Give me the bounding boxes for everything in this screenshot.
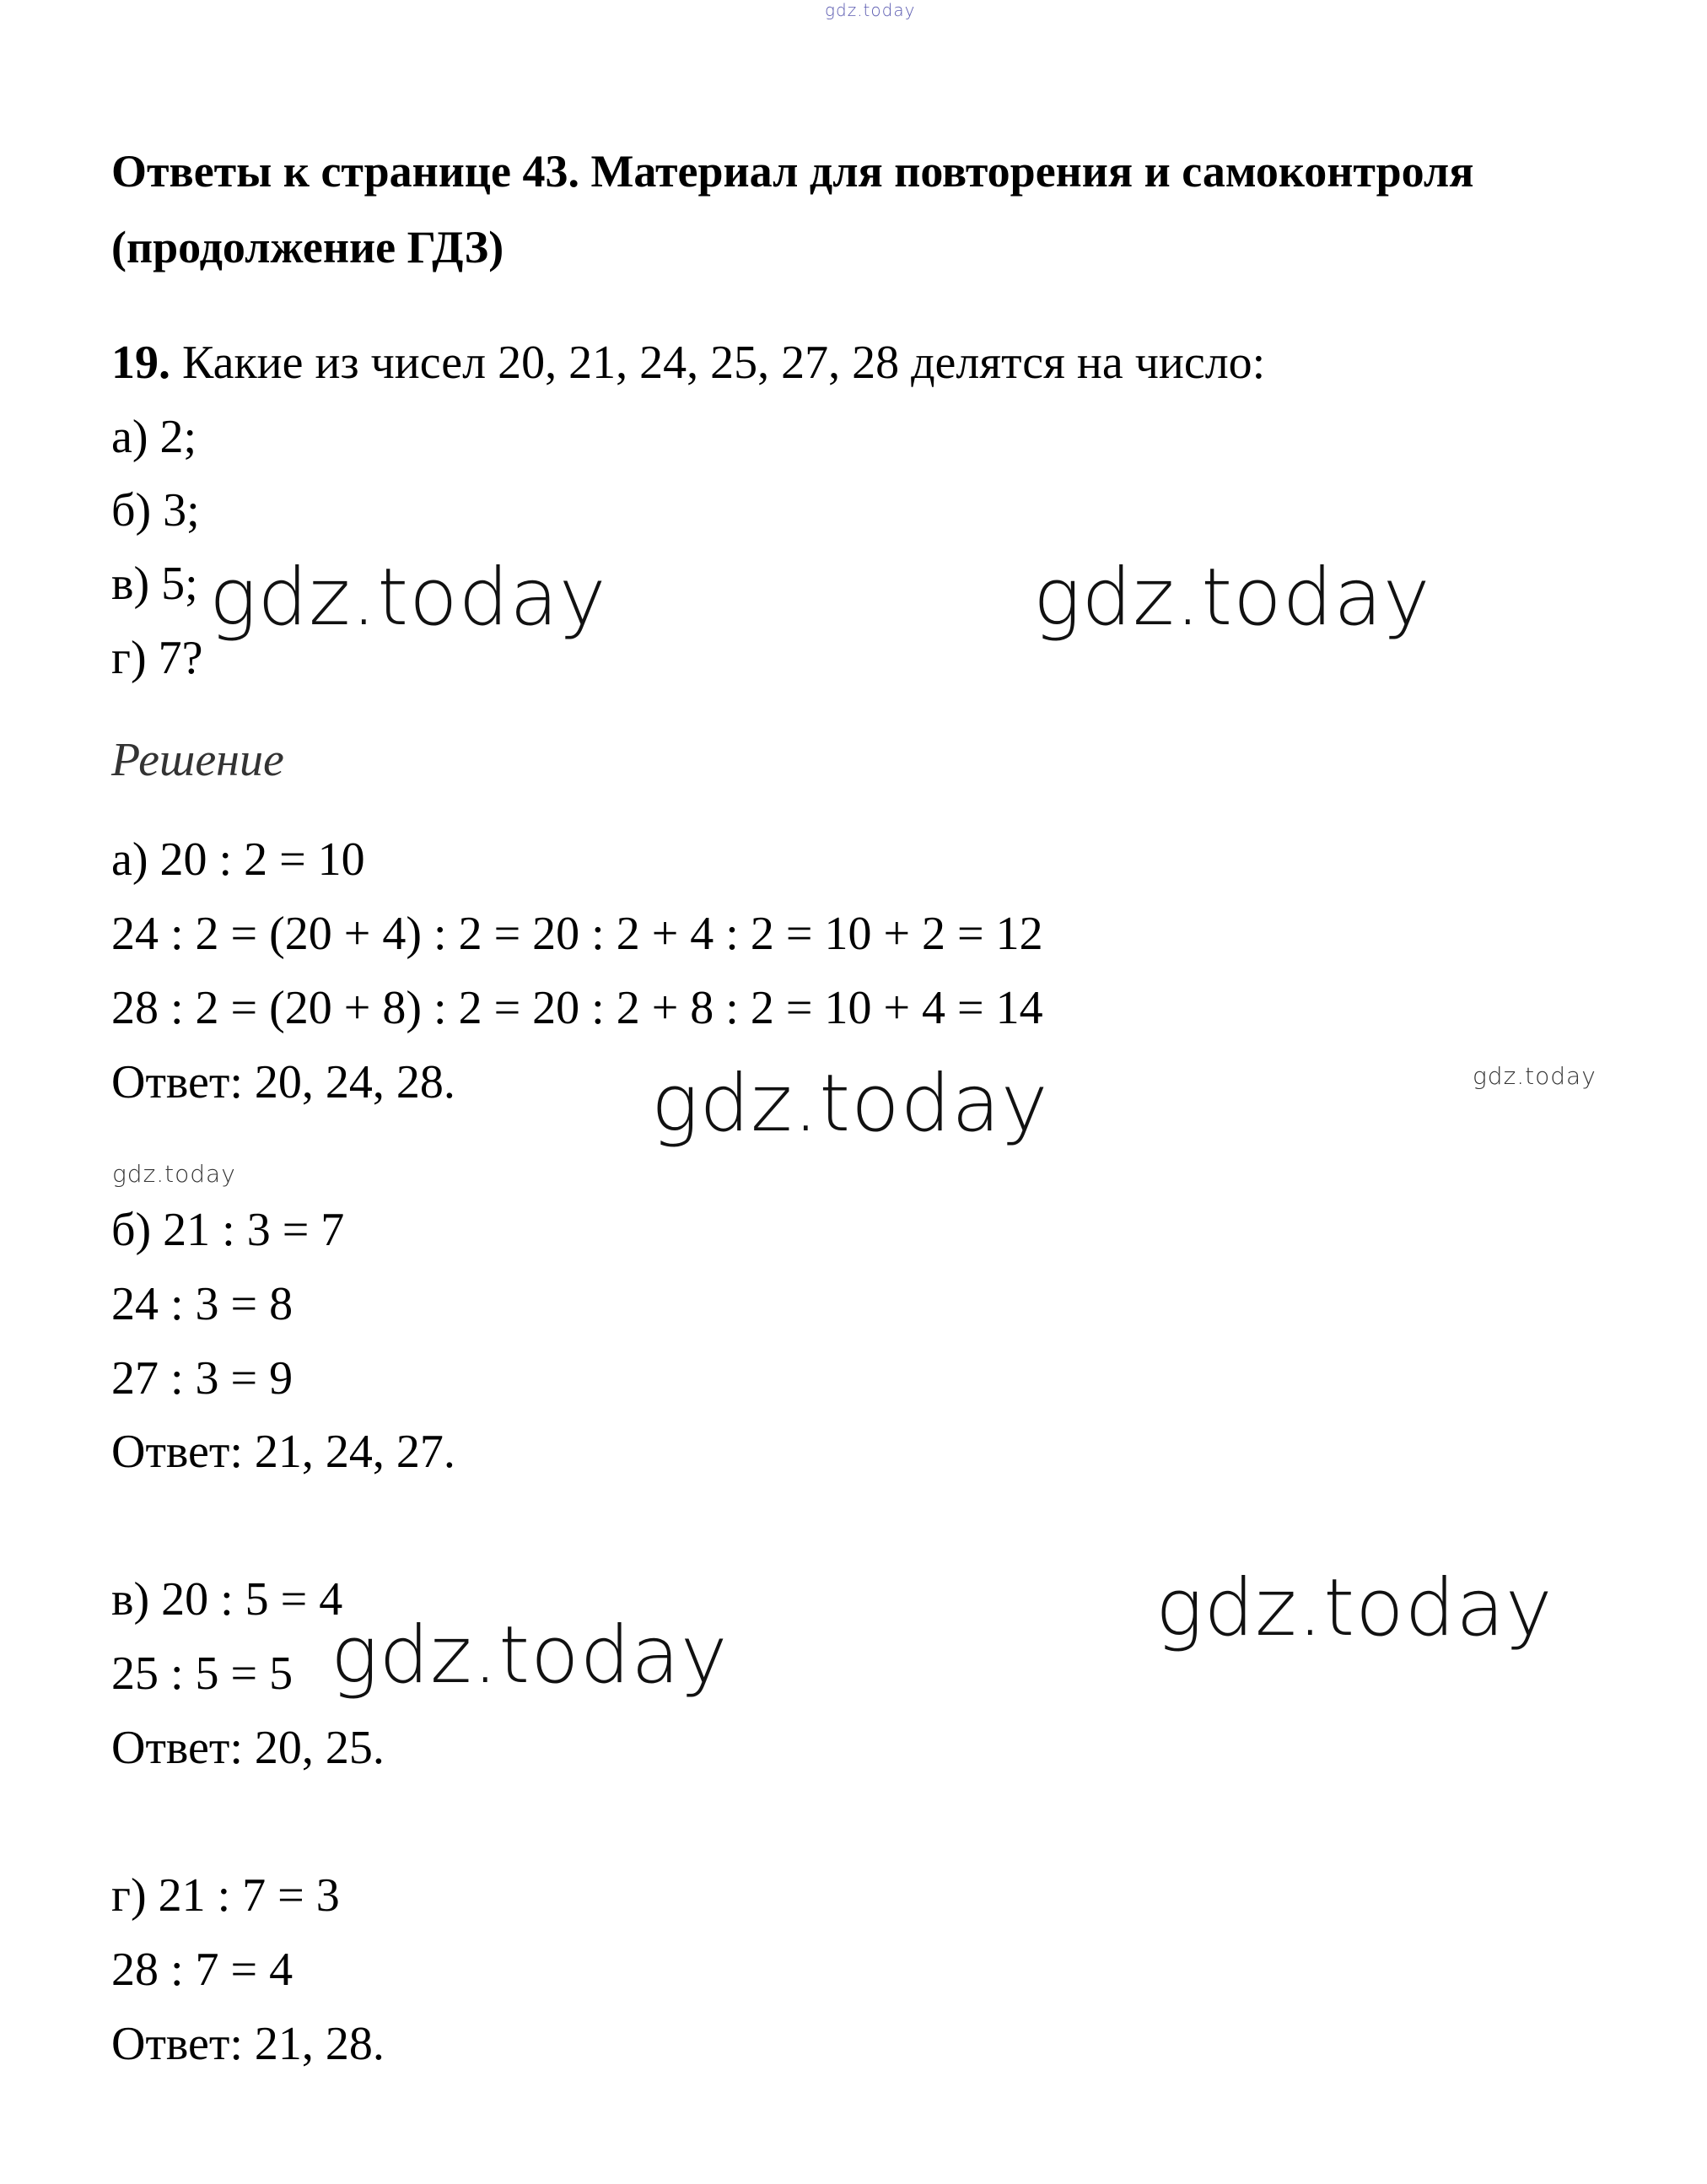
solution-g-answer: Ответ: 21, 28. <box>111 2018 385 2070</box>
task-statement <box>111 337 1266 389</box>
solution-a-line-1: а) 20 : 2 = 10 <box>111 833 365 886</box>
watermark-large-3: gdz.today <box>651 1058 1049 1150</box>
task-question: Какие из чисел 20, 21, 24, 25, 27, 28 делятся на число: <box>170 337 1266 389</box>
watermark-small-2: gdz.today <box>112 1160 236 1188</box>
watermark-large-1: gdz.today <box>209 552 607 644</box>
task-option-b: б) 3; <box>111 484 200 537</box>
solution-v-answer: Ответ: 20, 25. <box>111 1722 385 1774</box>
page-title-line-1: Ответы к странице 43. Материал для повторения и самоконтроля <box>111 146 1474 197</box>
solution-b-line-1: б) 21 : 3 = 7 <box>111 1204 345 1256</box>
solution-a-answer: Ответ: 20, 24, 28. <box>111 1056 455 1108</box>
solution-g-line-1: г) 21 : 7 = 3 <box>111 1869 340 1922</box>
task-option-g: г) 7? <box>111 632 203 684</box>
task-number: 19. <box>111 337 170 389</box>
solution-g-line-2: 28 : 7 = 4 <box>111 1944 293 1996</box>
task-option-v: в) 5; <box>111 558 198 610</box>
solution-b-line-3: 27 : 3 = 9 <box>111 1352 293 1405</box>
watermark-large-4: gdz.today <box>1155 1562 1554 1654</box>
watermark-large-2: gdz.today <box>1033 552 1431 644</box>
solution-a-line-3: 28 : 2 = (20 + 8) : 2 = 20 : 2 + 8 : 2 = 10 + 4 = 14 <box>111 982 1043 1034</box>
watermark-top: gdz.today <box>825 0 916 20</box>
solution-heading: Решение <box>111 734 284 786</box>
solution-b-answer: Ответ: 21, 24, 27. <box>111 1426 455 1478</box>
solution-a-line-2: 24 : 2 = (20 + 4) : 2 = 20 : 2 + 4 : 2 = 10 + 2 = 12 <box>111 908 1043 960</box>
page-title-line-2: (продолжение ГДЗ) <box>111 222 504 272</box>
task-option-a: а) 2; <box>111 411 197 463</box>
solution-v-line-1: в) 20 : 5 = 4 <box>111 1573 343 1626</box>
solution-b-line-2: 24 : 3 = 8 <box>111 1278 293 1330</box>
solution-v-line-2: 25 : 5 = 5 <box>111 1647 293 1700</box>
watermark-small-1: gdz.today <box>1473 1062 1597 1090</box>
watermark-large-5: gdz.today <box>331 1610 729 1701</box>
